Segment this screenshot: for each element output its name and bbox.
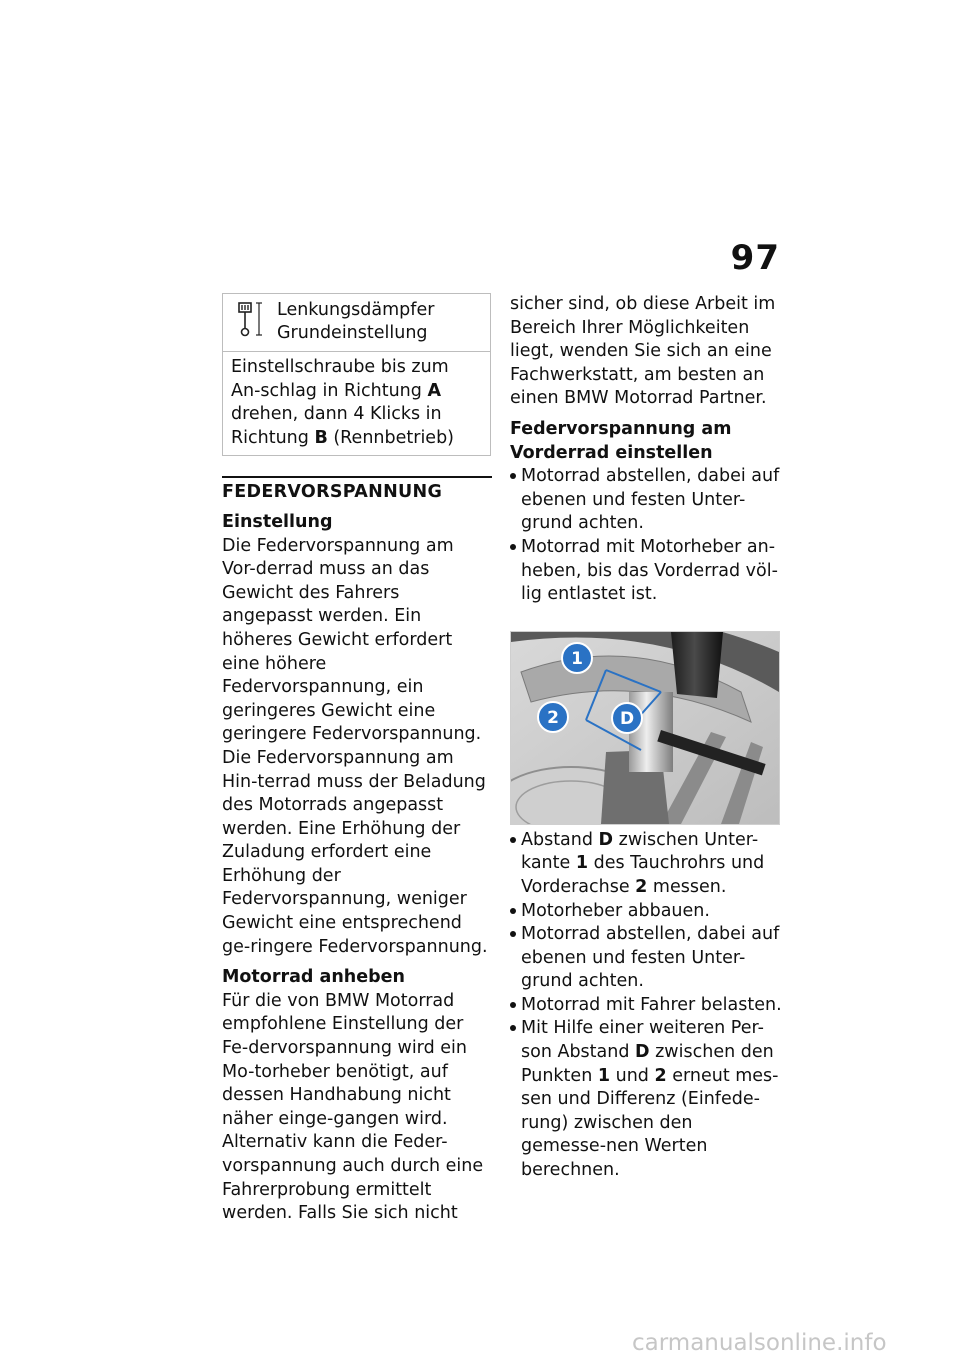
- svg-text:2: 2: [547, 707, 559, 728]
- list-item: Mit Hilfe einer weiteren Per-son Abstand D zwischen den Punkten 1 und 2 erneut mes-sen und Differenz (Einfede-rung) zwischen den gemesse-nen Werten berechnen.: [510, 1017, 782, 1182]
- svg-text:1: 1: [571, 648, 583, 669]
- bullet-list: [510, 465, 782, 607]
- subheading-vorderrad-einstellen: Federvorspannung am Vorderrad einstellen: [510, 418, 732, 463]
- svg-text:D: D: [619, 708, 635, 729]
- section-heading: FEDERVORSPANNUNG: [222, 482, 443, 503]
- callout-d: [612, 703, 642, 733]
- left-column: [222, 293, 492, 1226]
- list-item: Motorheber abbauen.: [510, 900, 782, 924]
- paragraph: Die Federvorspannung am Vor-derrad muss an das Gewicht des Fahrers angepasst werden. Ein höheres Gewicht erfordert eine höhere Federvorspannung, ein geringeres Gewicht eine geringere Federvorspannung.: [222, 535, 482, 745]
- info-box-header: [223, 294, 490, 352]
- paragraph: Alternativ kann die Feder-vorspannung auch durch eine Fahrerprobung ermittelt werden. Falls Sie sich nicht: [222, 1132, 484, 1224]
- fork-outer-sleeve: [671, 632, 723, 698]
- paragraph: Die Federvorspannung am Hin-terrad muss der Beladung des Motorrads angepasst werden. Eine Erhöhung der Zuladung erfordert eine Erhöhung der Federvorspannung, weniger Gewicht eine entsprechend ge-ringere Federvorspannung.: [222, 747, 488, 957]
- list-item: Motorrad abstellen, dabei auf ebenen und festen Unter-grund achten.: [510, 465, 782, 536]
- info-box-body: Einstellschraube bis zum An-schlag in Richtung A drehen, dann 4 Klicks in Richtung B (Rennbetrieb): [231, 357, 455, 448]
- settings-info-box: [222, 293, 491, 456]
- paragraph: sicher sind, ob diese Arbeit im Bereich Ihrer Möglichkeiten liegt, wenden Sie sich an eine Fachwerkstatt, am besten an einen BMW Motorrad Partner.: [510, 294, 776, 409]
- list-item: Motorrad mit Motorheber an-heben, bis das Vorderrad völ-lig entlastet ist.: [510, 536, 782, 607]
- paragraph: Für die von BMW Motorrad empfohlene Einstellung der Fe-dervorspannung wird ein Mo-torheber benötigt, auf dessen Handhabung nicht näher einge-gangen wird.: [222, 990, 467, 1129]
- subheading-einstellung: Einstellung: [222, 511, 333, 532]
- right-column: [510, 293, 782, 1183]
- subheading-motorrad-anheben: Motorrad anheben: [222, 967, 405, 988]
- list-item: Motorrad mit Fahrer belasten.: [510, 994, 782, 1018]
- info-box-title: Lenkungsdämpfer Grundeinstellung: [277, 300, 435, 343]
- callout-2: [538, 702, 568, 732]
- page-number: 97: [730, 238, 780, 278]
- damper-adjust-icon: [235, 299, 265, 339]
- fork-measurement-figure: [510, 631, 780, 825]
- fork-illustration: [511, 632, 779, 824]
- list-item: Motorrad abstellen, dabei auf ebenen und festen Unter-grund achten.: [510, 923, 782, 994]
- callout-1: [562, 643, 592, 673]
- bullet-list: [510, 829, 782, 1183]
- watermark: carmanualsonline.info: [632, 1330, 887, 1356]
- list-item: Abstand D zwischen Unter-kante 1 des Tauchrohrs und Vorderachse 2 messen.: [510, 829, 782, 900]
